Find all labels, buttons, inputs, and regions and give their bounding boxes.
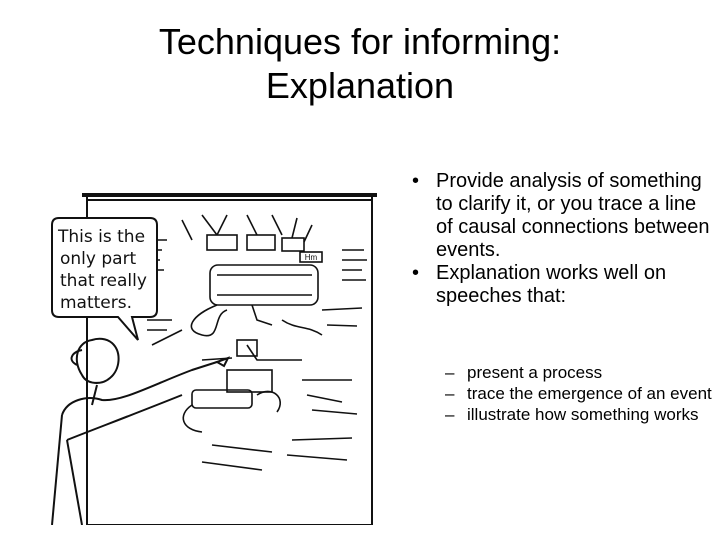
sub-bullet-item bbox=[445, 362, 715, 383]
process-diagram bbox=[142, 215, 367, 470]
main-bullet-list bbox=[412, 170, 712, 308]
chart-tag-label: Hm bbox=[304, 253, 318, 262]
sub-bullet-item bbox=[445, 383, 715, 404]
title-line-1: Techniques for informing: bbox=[158, 21, 562, 62]
sub-bullet-text: trace the emergence of an event bbox=[467, 384, 712, 403]
sub-bullet-list bbox=[445, 362, 715, 425]
sub-bullet-text: present a process bbox=[467, 363, 603, 382]
bullet-text: Provide analysis of something to clarify it, or you trace a line of causal connections between events. bbox=[436, 170, 710, 261]
cartoon-illustration bbox=[42, 180, 382, 525]
sub-bullet-item bbox=[445, 404, 715, 425]
bullet-marker: • bbox=[412, 262, 420, 284]
speech-line-1: This is the bbox=[58, 227, 146, 247]
bullet-item bbox=[412, 262, 712, 308]
sub-bullet-text: illustrate how something works bbox=[467, 405, 699, 424]
bullet-marker: • bbox=[412, 170, 420, 192]
speech-line-2: only part bbox=[60, 249, 137, 269]
bullet-text: Explanation works well on speeches that: bbox=[436, 262, 667, 307]
sub-bullet-marker: – bbox=[445, 384, 455, 403]
title-line-2: Explanation bbox=[265, 65, 455, 106]
speech-line-3: that really bbox=[60, 271, 147, 291]
sub-bullet-marker: – bbox=[445, 405, 455, 424]
bullet-item bbox=[412, 170, 712, 262]
speech-bubble bbox=[52, 218, 157, 340]
slide-title bbox=[60, 20, 660, 108]
speech-line-4: matters. bbox=[60, 293, 133, 313]
sub-bullet-marker: – bbox=[445, 363, 455, 382]
